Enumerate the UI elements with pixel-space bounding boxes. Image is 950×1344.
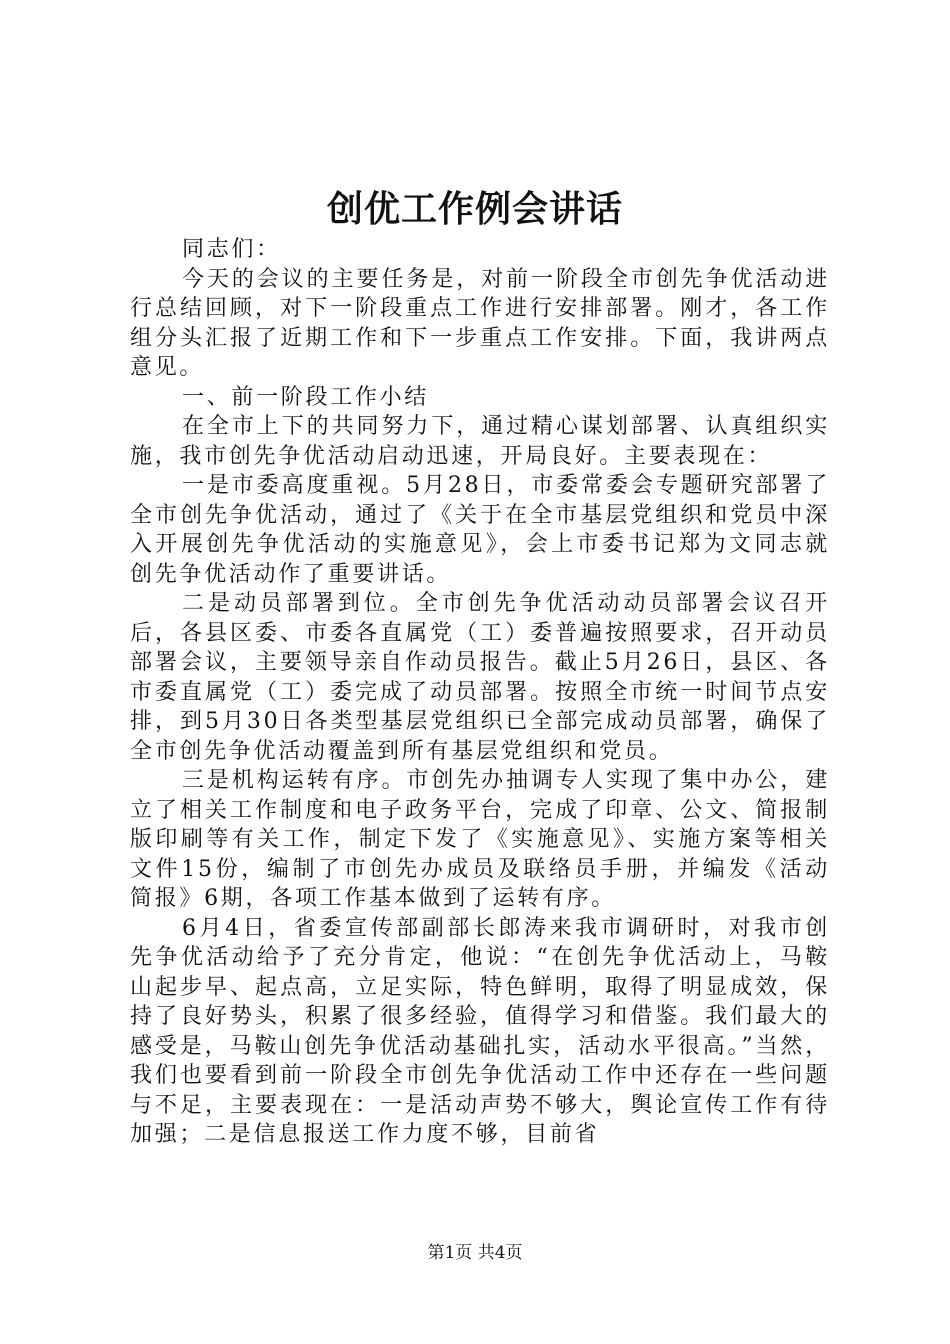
- salutation-paragraph: 同志们：: [182, 237, 281, 262]
- point-one-paragraph: 一是市委高度重视。5月28日，市委常委会专题研究部署了全市创先争优活动，通过了《关于在全市基层党组织和党员中深入开展创先争优活动的实施意见》，会上市委书记郑为文同志就创先争优活动作了重要讲话。: [130, 473, 830, 587]
- summary-paragraph: 在全市上下的共同努力下，通过精心谋划部署、认真组织实施，我市创先争优活动启动迅速，开局良好。主要表现在：: [130, 414, 830, 469]
- page-number-footer: 第1页 共4页: [427, 1243, 523, 1263]
- document-body: [130, 235, 830, 1150]
- section-heading: 一、前一阶段工作小结: [182, 384, 430, 410]
- point-two-paragraph: 二是动员部署到位。全市创先争优活动动员部署会议召开后，各县区委、市委各直属党（工）委普遍按照要求，召开动员部署会议，主要领导亲自作动员报告。截止5月26日，县区、各市委直属党（工）委完成了动员部署。按照全市统一时间节点安排，到5月30日各类型基层党组织已全部完成动员部署，确保了全市创先争优活动覆盖到所有基层党组织和党员。: [130, 591, 830, 764]
- intro-paragraph: 今天的会议的主要任务是，对前一阶段全市创先争优活动进行总结回顾，对下一阶段重点工作进行安排部署。刚才，各工作组分头汇报了近期工作和下一步重点工作安排。下面，我讲两点意见。: [130, 266, 830, 380]
- document-title: 创优工作例会讲话: [326, 188, 623, 230]
- point-three-paragraph: 三是机构运转有序。市创先办抽调专人实现了集中办公，建立了相关工作制度和电子政务平台，完成了印章、公文、简报制版印刷等有关工作，制定下发了《实施意见》、实施方案等相关文件15份，编制了市创先办成员及联络员手册，并编发《活动简报》6期，各项工作基本做到了运转有序。: [130, 768, 830, 911]
- review-paragraph: 6月4日，省委宣传部副部长郎涛来我市调研时，对我市创先争优活动给予了充分肯定，他说：“在创先争优活动上，马鞍山起步早、起点高，立足实际，特色鲜明，取得了明显成效，保持了良好势头，积累了很多经验，值得学习和借鉴。我们最大的感受是，马鞍山创先争优活动基础扎实，活动水平很高。”当然，我们也要看到前一阶段全市创先争优活动工作中还存在一些问题与不足，主要表现在：一是活动声势不够大，舆论宣传工作有待加强；二是信息报送工作力度不够，目前省: [130, 915, 830, 1147]
